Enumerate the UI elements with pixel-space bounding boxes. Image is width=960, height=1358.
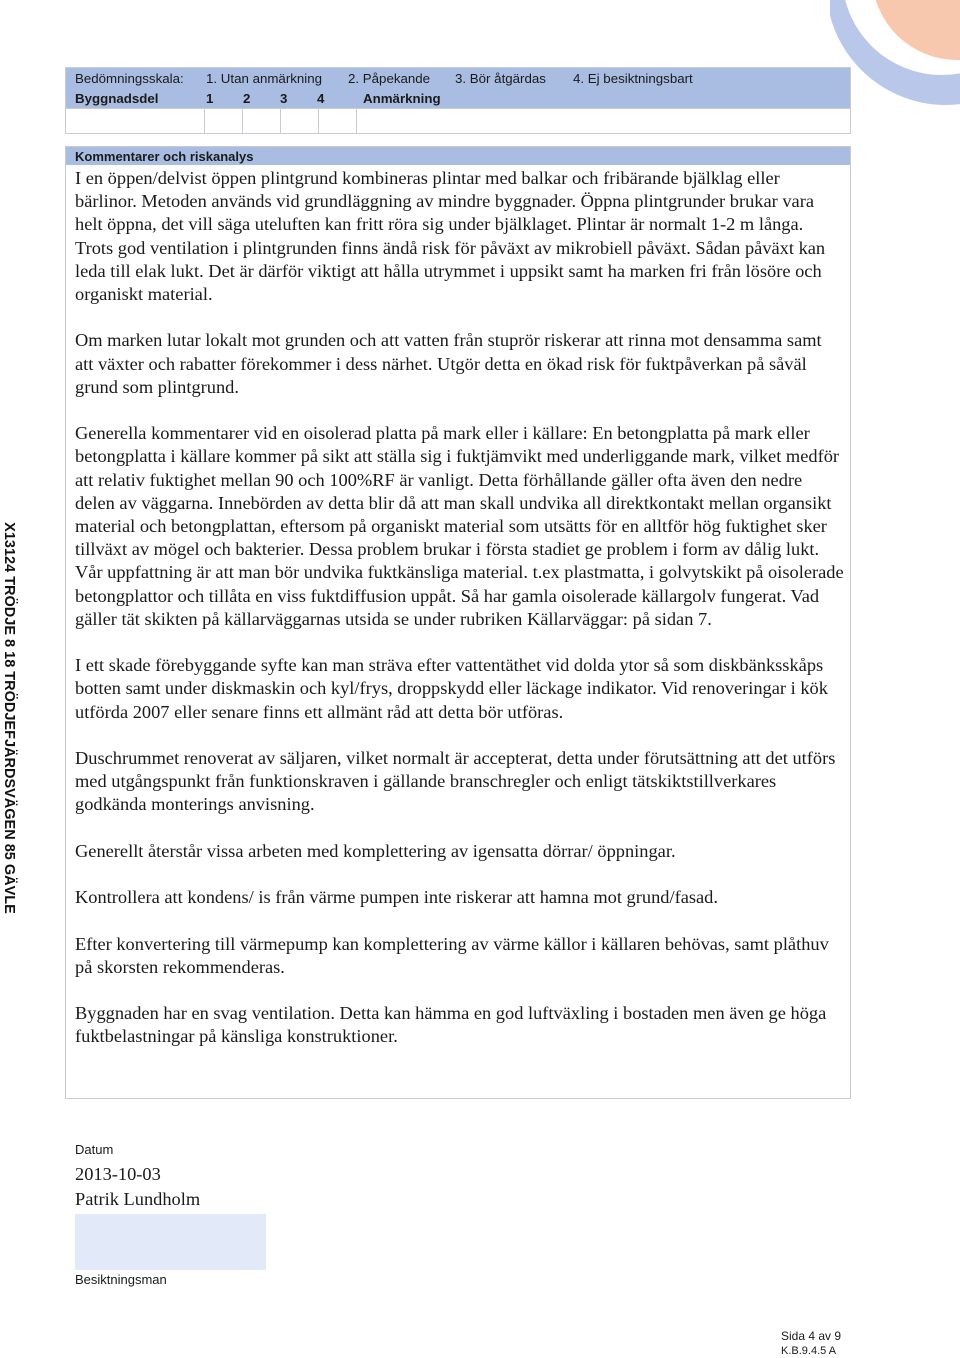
comment-paragraph: Duschrummet renoverat av säljaren, vilket normalt är accepterat, detta under förutsättning att det utförs med utgångspunkt från funktionskraven i gällande branschregler och enligt tätskiktstillverkares godkända monterings anvisning. [75,748,836,815]
column-header-row [66,89,850,108]
comments-heading: Kommentarer och riskanalys [66,147,850,165]
scale-option-4: 4. Ej besiktningsbart [573,71,693,86]
scale-option-1: 1. Utan anmärkning [206,71,323,86]
comment-paragraph: Kontrollera att kondens/ is från värme pumpen inte riskerar att hamna mot grund/fasad. [75,887,718,908]
comments-body [66,167,850,1049]
scale-option-3: 3. Bör åtgärdas [455,71,546,86]
empty-data-row [66,108,850,133]
comment-paragraph: I ett skade förebyggande syfte kan man sträva efter vattentäthet vid dolda ytor så som diskbänksskåps botten samt under diskmaskin och kyl/frys, droppskydd eller läckage indikator. Vid renoveringar i kök utförda 2007 eller senare finns ett allmänt råd att detta bör utföras. [75,655,828,722]
comment-paragraph: Generellt återstår vissa arbeten med komplettering av igensatta dörrar/ öppningar. [75,840,676,861]
comments-section [65,146,851,1099]
rating-header-table [65,67,851,134]
inspector-name: Patrik Lundholm [75,1189,201,1209]
empty-cell-2 [243,109,281,133]
comment-paragraph: Byggnaden har en svag ventilation. Detta kan hämma en god luftväxling i bostaden men även ge höga fuktbelastningar på känsliga konstruktioner. [75,1003,827,1047]
col-number-3: 3 [280,91,288,106]
scale-label: Bedömningsskala: [75,71,184,86]
scale-option-2: 2. Påpekande [348,71,431,86]
rating-scale-row [66,68,850,89]
col-building-part: Byggnadsdel [75,91,159,106]
document-code: K.B.9.4.5 A [781,1345,837,1357]
comment-paragraph: Efter konvertering till värmepump kan komplettering av värme källor i källaren behövas, samt plåthuv på skorsten rekommenderas. [75,933,829,977]
col-number-4: 4 [317,91,325,106]
empty-cell-3 [281,109,319,133]
signature-box [75,1214,266,1270]
empty-cell-1 [205,109,243,133]
date-label: Datum [75,1142,114,1157]
empty-cell-4 [319,109,357,133]
property-address-text: X13124 TRÖDJE 8 18 TRÖDJEFJÄRDSVÄGEN 85 GÄVLE [1,522,17,914]
col-remark: Anmärkning [363,91,441,106]
col-number-1: 1 [206,91,214,106]
page-number: Sida 4 av 9 [781,1329,842,1343]
empty-cell-building-part [66,109,205,133]
comment-paragraph: Generella kommentarer vid en oisolerad platta på mark eller i källare: En betongplatta på mark eller betongplatta i källare kommer på sikt att ställa sig i fuktjämvikt med underliggande mark, vilket medför att relativ fuktighet mellan 90 och 100%RF är vanligt. Detta förhållande gäller ofta även den nedre delen av väggarna. Innebörden av detta blir då att man skall undvika all direktkontakt mellan organsikt material och betongplattan, eftersom på organiskt material som utsätts för en alltför hög fuktighet sker tillväxt av mögel och bakterier. Dessa problem brukar i första stadiet ge problem i form av dålig lukt. Vår uppfattning är att man bör undvika fuktkänsliga material. t.ex plastmatta, i golvytskikt på oisolerade betongplattor och tillåta en viss fuktdiffusion uppåt. Så har gamla oisolerade källargolv fungerat. Vad gäller tät skikten på källarväggarnas utsida se under rubriken Källarväggar: på sidan 7. [75,423,844,629]
comment-paragraph: I en öppen/delvist öppen plintgrund kombineras plintar med balkar och fribärande bjälklag eller bärlinor. Metoden används vid grundläggning av mindre byggnader. Öppna plintgrunder brukar vara helt öppna, det vill säga uteluften kan fritt röra sig under bjälklaget. Plintar är normalt 1-2 m långa. Trots god ventilation i plintgrunden finns ändå risk för påväxt av mikrobiell påväxt. Sådan påväxt kan leda till elak lukt. Det är därför viktigt att hålla utrymmet i uppsikt samt ha marken fri från lösöre och organiskt material. [75,168,826,305]
comment-paragraph: Om marken lutar lokalt mot grunden och att vatten från stuprör riskerar att rinna mot densamma samt att växter och rabatter förekommer i dess närhet. Utgör detta en ökad risk för fuktpåverkan på såväl grund som plintgrund. [75,330,822,397]
col-number-2: 2 [243,91,251,106]
date-value: 2013-10-03 [75,1164,161,1184]
inspector-label: Besiktningsman [75,1272,167,1287]
